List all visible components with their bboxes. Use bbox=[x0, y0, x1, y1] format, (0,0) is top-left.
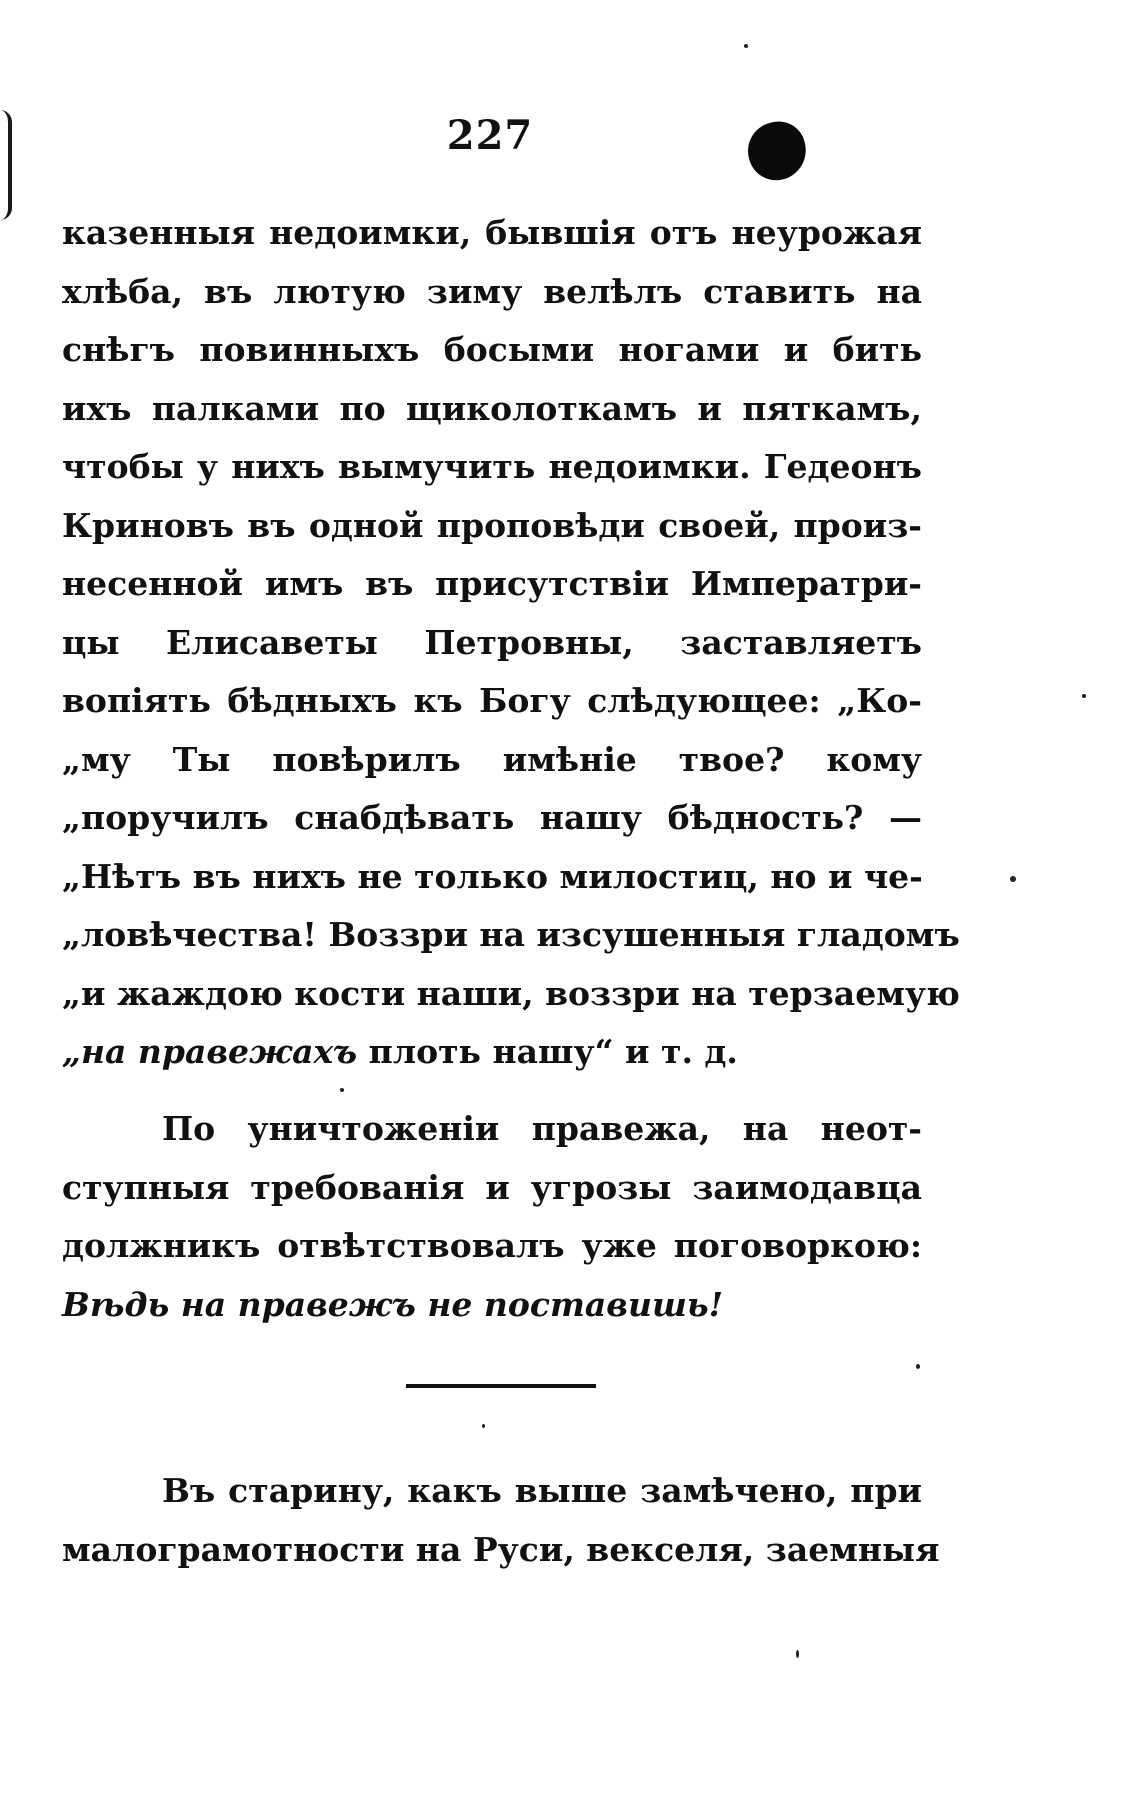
text-fragment: плоть нашу“ и т. д. bbox=[368, 1032, 738, 1071]
text-line: чтобы у нихъ вымучить недоимки. Гедеонъ bbox=[62, 447, 922, 486]
text-line: Въ старину, какъ выше замѣчено, при bbox=[162, 1471, 922, 1510]
text-line: „поручилъ снабдѣвать нашу бѣдность? — bbox=[62, 798, 922, 837]
text-line: несенной имъ въ присутствіи Императри- bbox=[62, 564, 922, 603]
text-line: вопіять бѣдныхъ къ Богу слѣдующее: „Ко- bbox=[62, 681, 922, 720]
section-divider bbox=[406, 1384, 596, 1388]
text-line: По уничтоженіи правежа, на неот- bbox=[162, 1109, 922, 1148]
text-line: должникъ отвѣтствовалъ уже поговоркою: bbox=[62, 1226, 922, 1265]
text-line: ступныя требованія и угрозы заимодавца bbox=[62, 1167, 922, 1207]
text-line: „Нѣтъ въ нихъ не только милостиц, но и че- bbox=[62, 856, 923, 896]
page-number: 227 bbox=[446, 112, 534, 159]
text-line: малограмотности на Руси, векселя, заемныя bbox=[62, 1529, 940, 1569]
paragraph-3 bbox=[62, 1462, 940, 1579]
paragraph-2 bbox=[62, 1100, 922, 1334]
text-line: „му Ты повѣрилъ имѣніе твое? кому bbox=[62, 739, 922, 779]
speck bbox=[340, 1088, 344, 1092]
italic-phrase: „на правежахъ bbox=[62, 1032, 358, 1071]
text-line: цы Елисаветы Петровны, заставляетъ bbox=[62, 622, 922, 662]
text-line: Криновъ въ одной проповѣди своей, произ- bbox=[62, 505, 922, 545]
speck bbox=[744, 44, 748, 48]
text-line: снѣгъ повинныхъ босыми ногами и бить bbox=[62, 330, 922, 369]
speck bbox=[1082, 694, 1086, 698]
speck bbox=[482, 1424, 485, 1428]
speck bbox=[1010, 876, 1016, 882]
text-line: хлѣба, въ лютую зиму велѣлъ ставить на bbox=[62, 271, 922, 311]
text-line: ихъ палками по щиколоткамъ и пяткамъ, bbox=[62, 388, 922, 428]
speck bbox=[796, 1650, 799, 1658]
text-line: „ловѣчества! Воззри на изсушенныя гладомъ bbox=[62, 915, 960, 954]
speck bbox=[916, 1364, 920, 1369]
paragraph-1 bbox=[62, 204, 960, 1082]
text-line-last bbox=[62, 1023, 922, 1082]
italic-saying: Вѣдь на правежъ не поставишь! bbox=[62, 1284, 724, 1324]
text-line: „и жаждою кости наши, воззри на терзаемую bbox=[62, 973, 960, 1013]
text-line: казенныя недоимки, бывшія отъ неурожая bbox=[62, 213, 922, 252]
